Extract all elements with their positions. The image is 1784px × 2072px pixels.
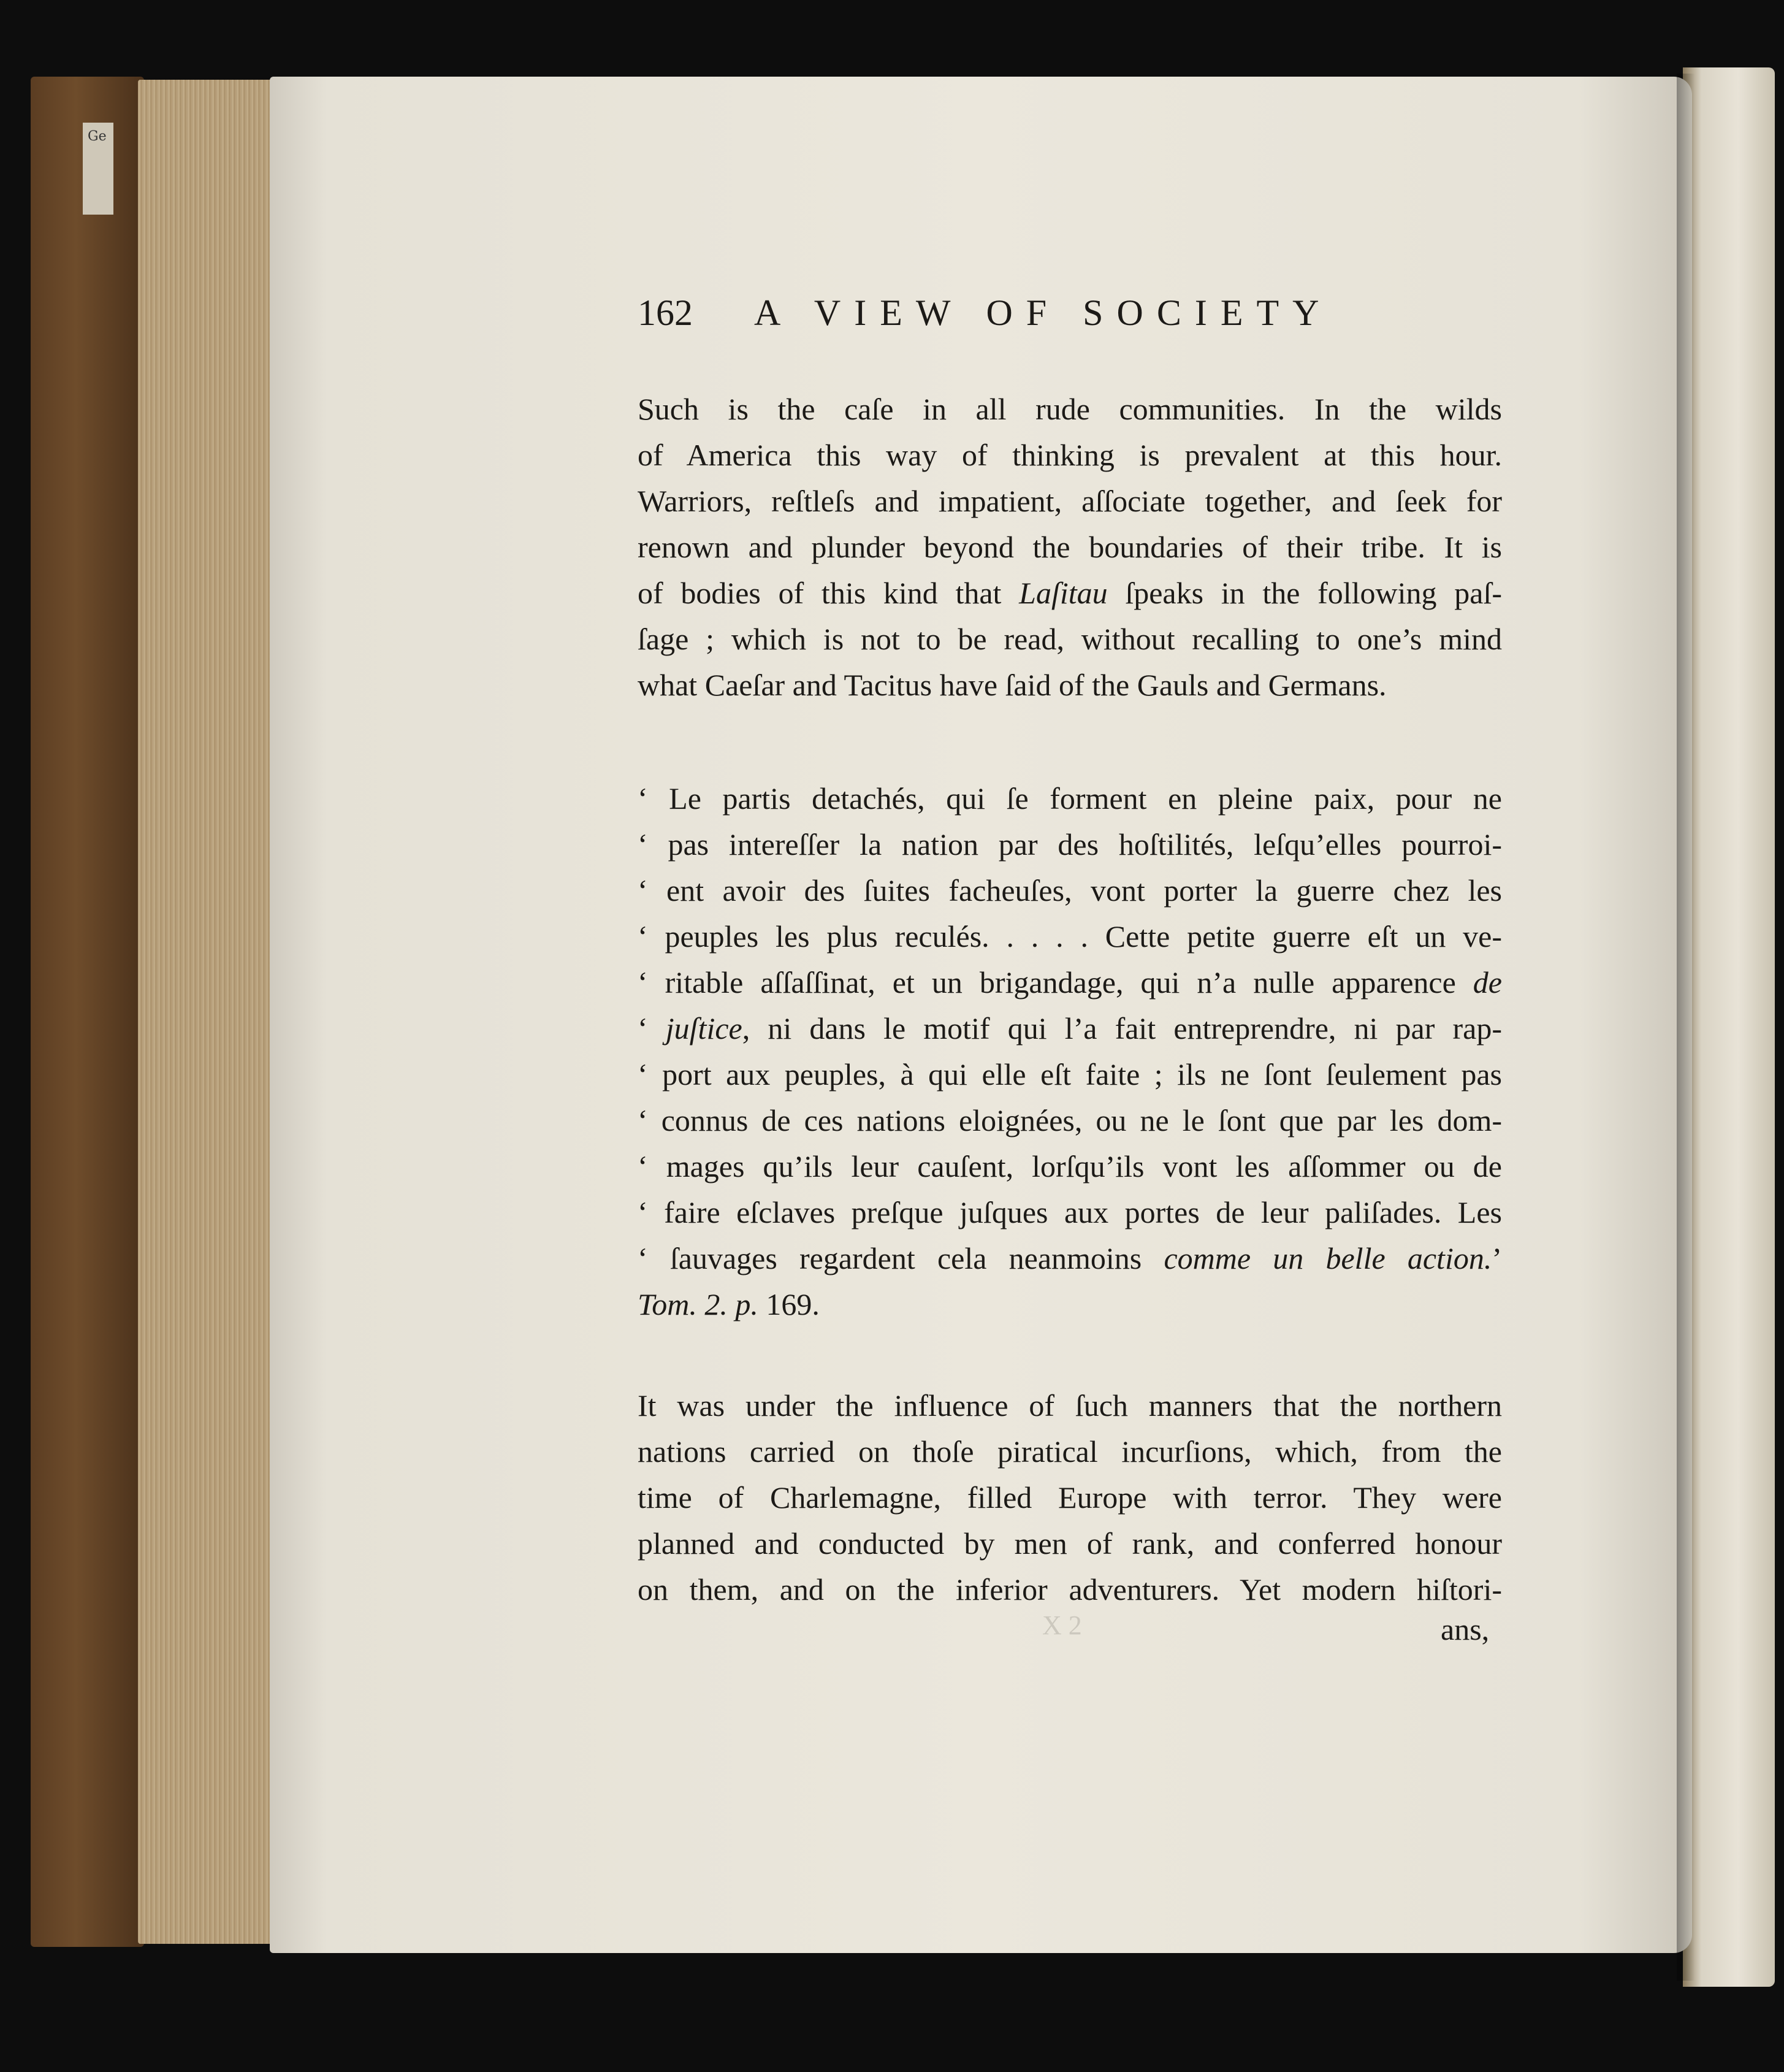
signature-mark: X 2	[1042, 1610, 1082, 1640]
quote-line: ‘ ritable aſſaſſinat, et un brigandage, qui n’a nulle apparence de	[638, 965, 1502, 1000]
quote-line: ‘ juſtice, ni dans le motif qui l’a fait entreprendre, ni par rap-	[638, 1011, 1502, 1046]
text-line: ſage ; which is not to be read, without recalling to one’s mind	[638, 622, 1502, 656]
quote-line: ‘ faire eſclaves preſque juſques aux portes de leur paliſades. Les	[638, 1195, 1502, 1229]
text-line: Such is the caſe in all rude communities. In the wilds	[638, 392, 1502, 426]
text-line: planned and conducted by men of rank, and conferred honour	[638, 1526, 1502, 1561]
text-line: It was under the influence of ſuch manners that the northern	[638, 1388, 1502, 1423]
book-cover-left	[31, 77, 144, 1947]
quote-line: ‘ ſauvages regardent cela neanmoins comme un belle action.’	[638, 1241, 1502, 1275]
text-line: time of Charlemagne, filled Europe with terror. They were	[638, 1480, 1502, 1515]
text-line: Warriors, reſtleſs and impatient, aſſociate together, and ſeek for	[638, 484, 1502, 518]
spine-label: Ge	[83, 123, 113, 215]
page-block-edges	[138, 80, 285, 1944]
citation-line: Tom. 2. p. 169.	[638, 1287, 820, 1321]
text-line: nations carried on thoſe piratical incurſions, which, from the	[638, 1434, 1502, 1469]
text-line: of bodies of this kind that Laſitau ſpeaks in the following paſ-	[638, 576, 1502, 610]
paragraph-1	[638, 386, 1502, 708]
page-number: 162	[638, 292, 693, 333]
text-line: of America this way of thinking is prevalent at this hour.	[638, 438, 1502, 472]
quote-line: ‘ Le partis detachés, qui ſe forment en pleine paix, pour ne	[638, 781, 1502, 816]
quote-line: ‘ mages qu’ils leur cauſent, lorſqu’ils vont les aſſommer ou de	[638, 1149, 1502, 1183]
paragraph-2	[638, 1383, 1502, 1613]
quote-line: ‘ port aux peuples, à qui elle eſt faite ; ils ne ſont ſeulement pas	[638, 1057, 1502, 1091]
running-title: A VIEW OF SOCIETY	[754, 292, 1333, 333]
french-quotation	[638, 776, 1502, 1328]
quote-line: ‘ connus de ces nations eloignées, ou ne le ſont que par les dom-	[638, 1103, 1502, 1137]
text-line: renown and plunder beyond the boundaries of their tribe. It is	[638, 530, 1502, 564]
quote-line: ‘ ent avoir des ſuites facheuſes, vont porter la guerre chez les	[638, 873, 1502, 908]
gutter-shadow	[1677, 74, 1695, 1981]
text-line: what Caeſar and Tacitus have ſaid of the Gauls and Germans.	[638, 668, 1387, 702]
quote-line: ‘ pas intereſſer la nation par des hoſtilités, leſqu’elles pourroi-	[638, 827, 1502, 862]
quote-line: ‘ peuples les plus reculés. . . . . Cette petite guerre eſt un ve-	[638, 919, 1502, 954]
text-line: on them, and on the inferior adventurers. Yet modern hiſtori-	[638, 1572, 1502, 1607]
author-name-italic: Laſitau	[1019, 576, 1108, 610]
next-page-edge	[1683, 67, 1775, 1987]
running-header	[638, 288, 1373, 337]
catchword: ans,	[1441, 1612, 1490, 1646]
